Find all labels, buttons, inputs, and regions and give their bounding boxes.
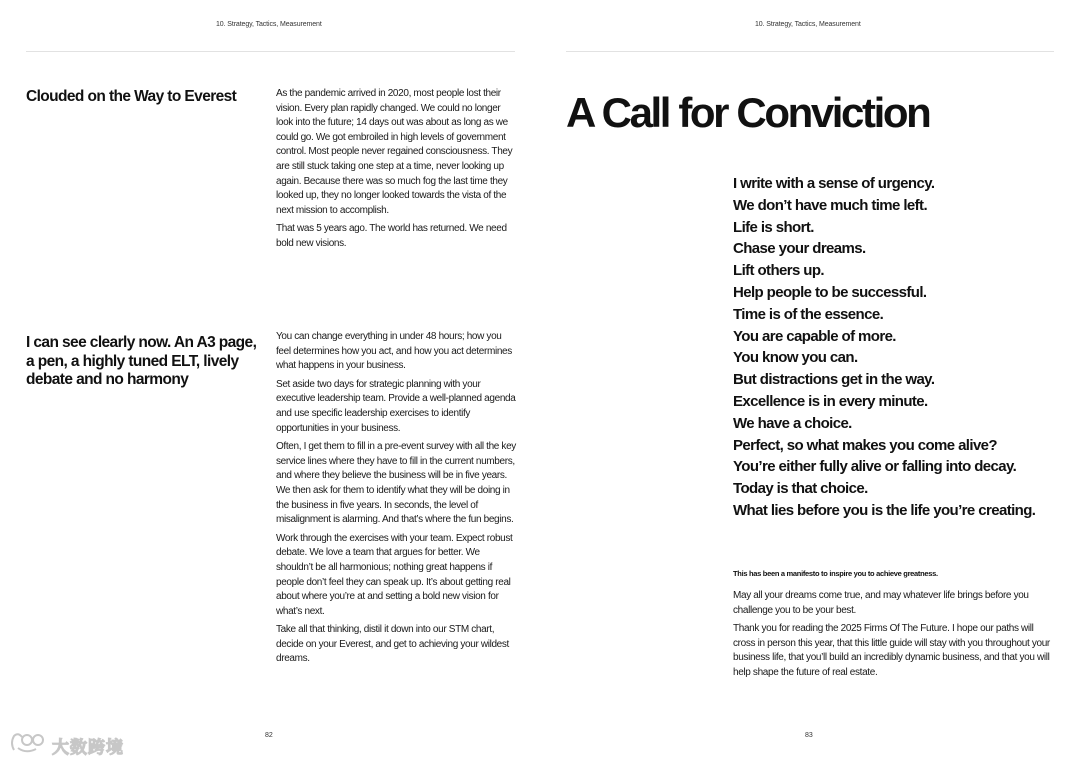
right-page bbox=[540, 0, 1080, 764]
closing-text bbox=[733, 589, 1053, 685]
manifesto-line: We don’t have much time left. bbox=[733, 196, 928, 214]
paragraph: Take all that thinking, distil it down into our STM chart, decide on your Everest, and get to achieving your wildest dreams. bbox=[276, 624, 509, 665]
section-body-everest bbox=[276, 87, 516, 256]
manifesto-line: You’re either fully alive or falling into decay. bbox=[733, 458, 1017, 476]
watermark-text: 大数跨境 bbox=[52, 738, 124, 757]
manifesto-line: I write with a sense of urgency. bbox=[733, 175, 935, 192]
manifesto-line: You know you can. bbox=[733, 349, 858, 367]
manifesto-line: Help people to be successful. bbox=[733, 283, 927, 301]
page-number: 82 bbox=[265, 732, 273, 739]
infinity-logo-icon bbox=[8, 730, 48, 761]
manifesto-line: Life is short. bbox=[733, 218, 814, 236]
paragraph: Often, I get them to fill in a pre-event survey with all the key service lines where they have to fill in the current numbers, and where they believe the business will be in five years. We then ask for them to identify what they will be doing in the business in five years. In seconds, the level of misalignment is alarming. And that’s where the fun begins. bbox=[276, 441, 516, 526]
header-divider bbox=[566, 51, 1054, 52]
manifesto-line: But distractions get in the way. bbox=[733, 371, 935, 389]
manifesto-tagline: This has been a manifesto to inspire you to achieve greatness. bbox=[733, 569, 938, 578]
manifesto-line: Today is that choice. bbox=[733, 480, 868, 498]
page-title: A Call for Conviction bbox=[566, 89, 930, 136]
manifesto-line: Excellence is in every minute. bbox=[733, 392, 928, 410]
manifesto-line: Perfect, so what makes you come alive? bbox=[733, 436, 997, 454]
manifesto-list bbox=[733, 173, 1053, 520]
running-header: 10. Strategy, Tactics, Measurement bbox=[216, 21, 322, 28]
paragraph: As the pandemic arrived in 2020, most people lost their vision. Every plan rapidly changed. We could no longer look into the future; 14 days out was about as long as we could go. We got embroiled in high levels of government control. Most people never regained consciousness. They are still stuck taking one step at a time, never looking up again. Because there was so much fog the last time they looked up, they no longer looked towards the vista of the next mission to accomplish. bbox=[276, 88, 513, 216]
paragraph: Set aside two days for strategic planning with your executive leadership team. Provide a well-planned agenda and use specific leadership exercises to identify opportunities in your business. bbox=[276, 378, 516, 434]
page-number: 83 bbox=[805, 732, 813, 739]
manifesto-line: We have a choice. bbox=[733, 414, 852, 432]
section-heading-see-clearly: I can see clearly now. An A3 page, a pen, a highly tuned ELT, lively debate and no harmony bbox=[26, 334, 257, 388]
section-body-see-clearly bbox=[276, 330, 516, 671]
paragraph: May all your dreams come true, and may whatever life brings before you challenge you to be your best. bbox=[733, 590, 1029, 616]
watermark bbox=[8, 730, 124, 761]
section-heading-everest: Clouded on the Way to Everest bbox=[26, 88, 237, 105]
manifesto-line: You are capable of more. bbox=[733, 327, 896, 345]
running-header: 10. Strategy, Tactics, Measurement bbox=[755, 21, 861, 28]
paragraph: Work through the exercises with your team. Expect robust debate. We love a team that argues for better. We shouldn’t be all harmonious; nothing great happens if people don’t feel they can speak up. It’s about getting real about where you’re at and setting a bold new vision for what’s next. bbox=[276, 532, 513, 617]
manifesto-line: Time is of the essence. bbox=[733, 305, 884, 323]
paragraph: You can change everything in under 48 hours; how you feel determines how you act, and how you act determines what happens in your business. bbox=[276, 331, 512, 372]
manifesto-line: What lies before you is the life you’re creating. bbox=[733, 501, 1036, 519]
header-divider bbox=[26, 51, 515, 52]
manifesto-line: Lift others up. bbox=[733, 262, 824, 280]
manifesto-line: Chase your dreams. bbox=[733, 240, 866, 258]
paragraph: That was 5 years ago. The world has returned. We need bold new visions. bbox=[276, 223, 507, 249]
paragraph: Thank you for reading the 2025 Firms Of The Future. I hope our paths will cross in person this year, that this little guide will stay with you throughout your business life, that you’ll build an incredibly dynamic business, and that you will help shape the future of real estate. bbox=[733, 623, 1050, 678]
